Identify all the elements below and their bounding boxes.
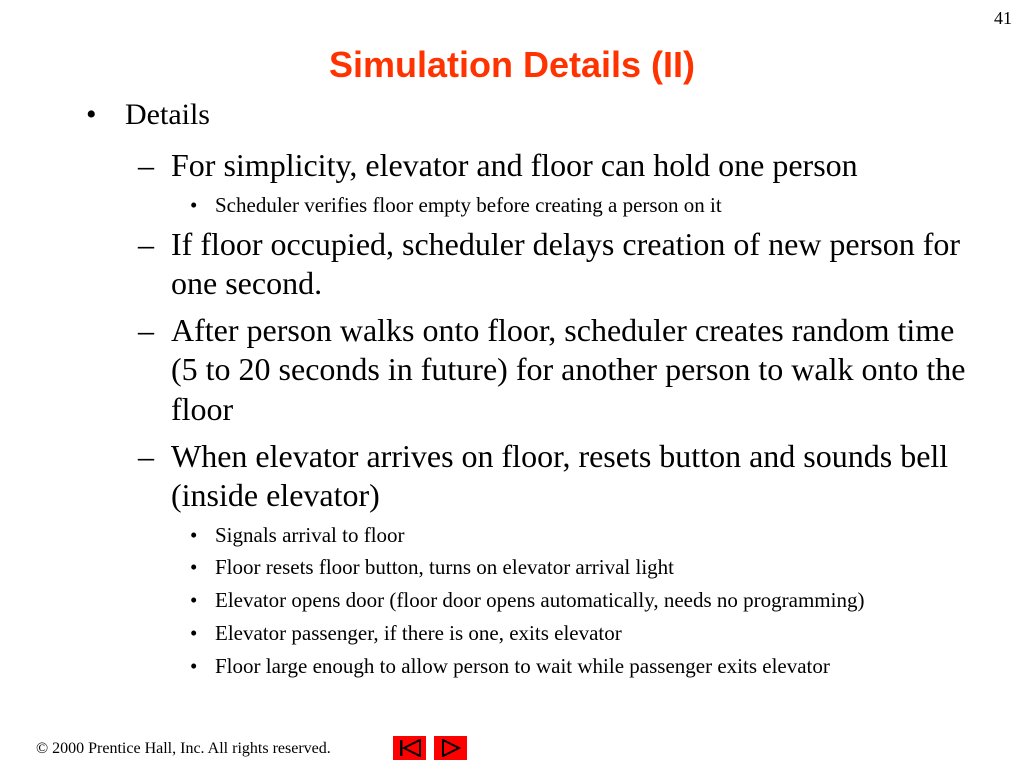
play-forward-icon <box>440 739 462 757</box>
bullet-text: Floor resets floor button, turns on elevator arrival light <box>215 555 674 580</box>
bullet-text: Scheduler verifies floor empty before creating a person on it <box>215 192 722 217</box>
bullet-marker: • <box>190 653 198 678</box>
bullet-text: Elevator passenger, if there is one, exits elevator <box>215 620 622 645</box>
bullet-text: If floor occupied, scheduler delays creation of new person for one second. <box>171 226 961 302</box>
dash-marker: – <box>138 437 154 474</box>
skip-back-icon <box>399 739 421 757</box>
bullet-item <box>0 523 1024 548</box>
dash-marker: – <box>138 312 154 349</box>
bullet-marker: • <box>190 522 198 547</box>
bullet-marker: • <box>86 98 97 131</box>
bullet-marker: • <box>190 555 198 580</box>
bullet-item <box>0 588 1024 613</box>
dash-marker: – <box>138 226 154 263</box>
slide-body <box>0 98 1024 686</box>
bullet-text: After person walks onto floor, scheduler creates random time (5 to 20 seconds in future) for another person to walk onto the floor <box>171 312 966 427</box>
bullet-item <box>0 311 1024 428</box>
slide-title: Simulation Details (II) <box>328 44 696 85</box>
bullet-text: Signals arrival to floor <box>215 522 405 547</box>
bullet-text: Details <box>125 98 210 131</box>
slide-number: 41 <box>994 8 1012 28</box>
bullet-text: Elevator opens door (floor door opens automatically, needs no programming) <box>215 588 865 613</box>
bullet-item <box>0 98 1024 132</box>
dash-marker: – <box>138 146 154 183</box>
bullet-item <box>0 225 1024 303</box>
bullet-text: When elevator arrives on floor, resets button and sounds bell (inside elevator) <box>171 437 949 513</box>
bullet-item <box>0 146 1024 185</box>
bullet-item <box>0 654 1024 679</box>
slide-navigation <box>393 736 467 760</box>
bullet-text: Floor large enough to allow person to wait while passenger exits elevator <box>215 653 830 678</box>
bullet-marker: • <box>190 192 198 217</box>
first-slide-button[interactable] <box>393 736 426 760</box>
bullet-item <box>0 437 1024 515</box>
bullet-item <box>0 555 1024 580</box>
next-slide-button[interactable] <box>434 736 467 760</box>
bullet-marker: • <box>190 620 198 645</box>
bullet-marker: • <box>190 588 198 613</box>
bullet-text: For simplicity, elevator and floor can hold one person <box>171 146 858 183</box>
bullet-item <box>0 621 1024 646</box>
copyright-footer: © 2000 Prentice Hall, Inc. All rights reserved. <box>36 740 331 757</box>
bullet-item <box>0 193 1024 218</box>
